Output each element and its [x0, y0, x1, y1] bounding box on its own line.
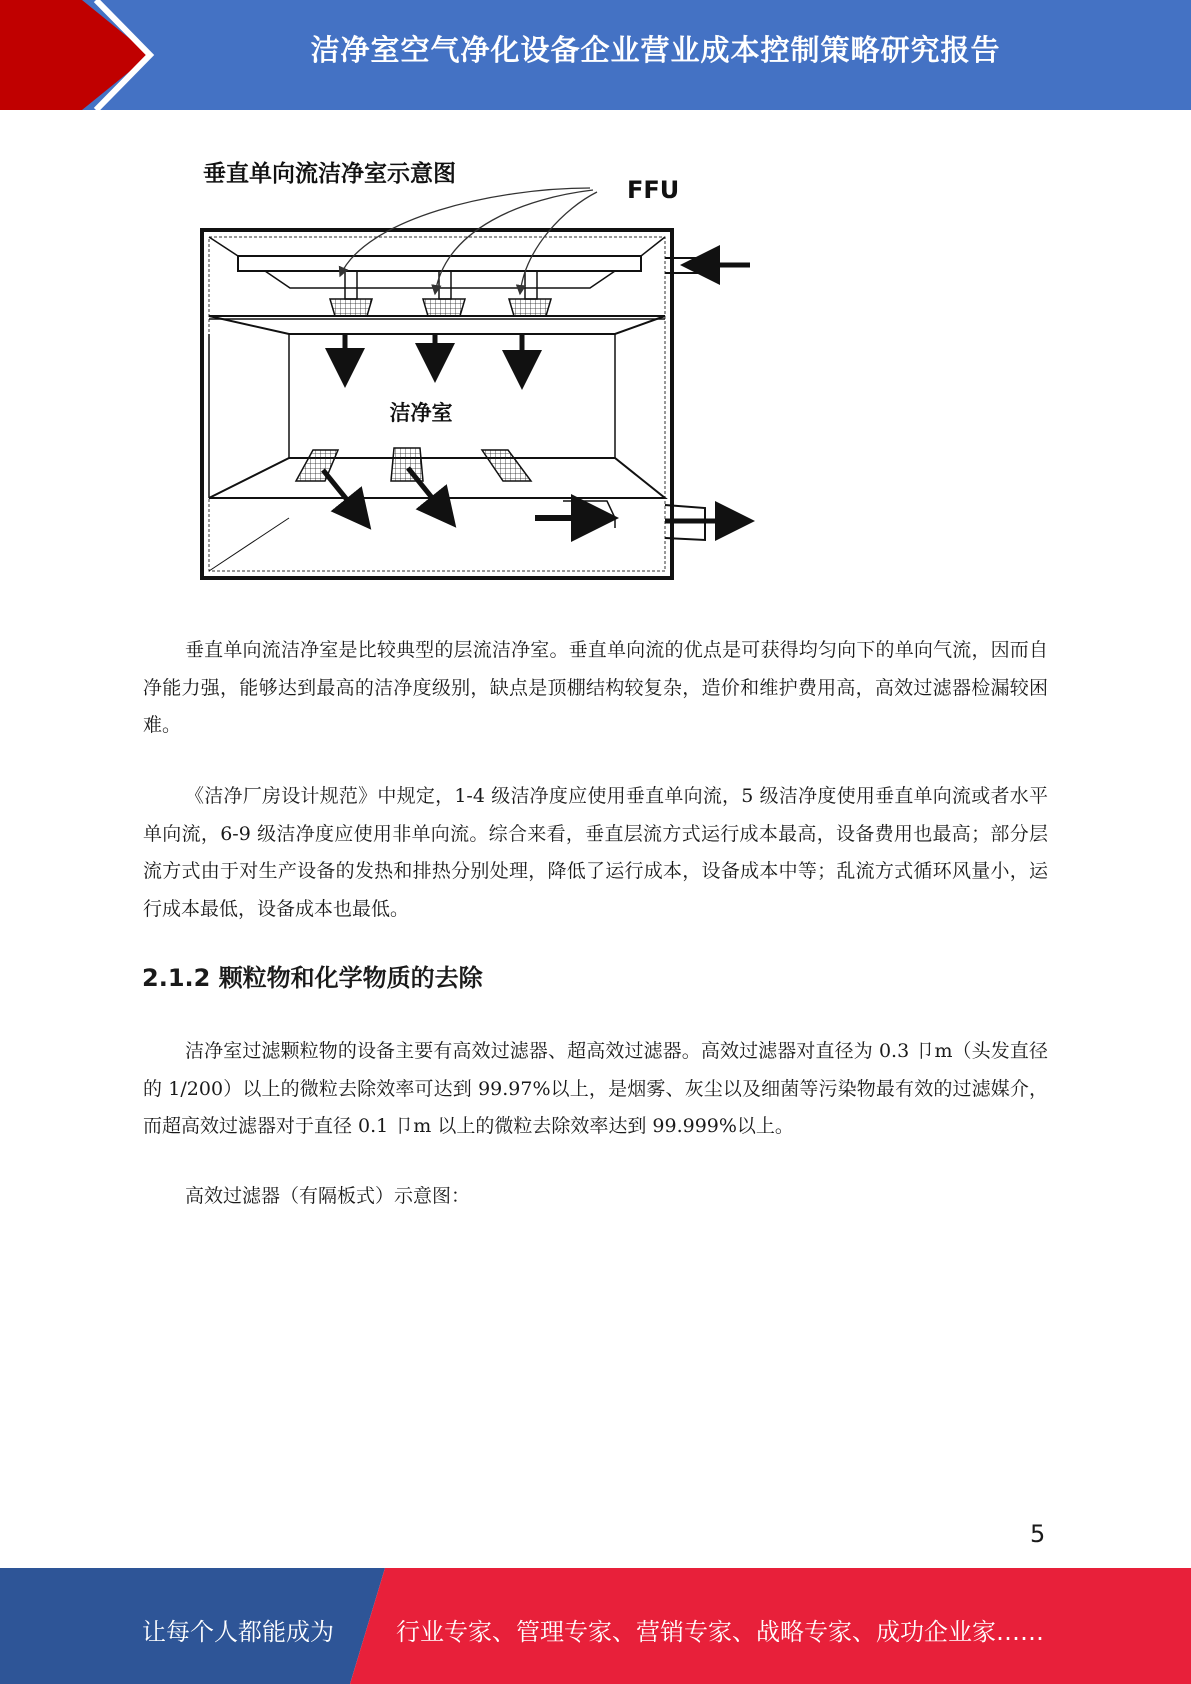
page-header — [0, 0, 1191, 110]
paragraph-vertical-flow: 垂直单向流洁净室是比较典型的层流洁净室。垂直单向流的优点是可获得均匀向下的单向气流，因而自净能力强，能够达到最高的洁净度级别，缺点是顶棚结构较复杂，造价和维护费用高，高效过滤器检漏较困难。 — [143, 639, 1048, 736]
footer-slogan-right: 行业专家、管理专家、营销专家、战略专家、成功企业家…… — [396, 1618, 1044, 1646]
diagram-title: 垂直单向流洁净室示意图 — [203, 161, 456, 187]
cleanroom-diagram — [195, 148, 805, 588]
room-label: 洁净室 — [389, 401, 453, 425]
airflow-down-arrows — [345, 334, 522, 380]
figure-caption: 高效过滤器（有隔板式）示意图： — [185, 1185, 471, 1207]
footer-slogan-left: 让每个人都能成为 — [142, 1618, 334, 1646]
ffu-label: FFU — [627, 176, 680, 204]
paragraph-particle-removal: 洁净室过滤颗粒物的设备主要有高效过滤器、超高效过滤器。高效过滤器对直径为 0.3 卩m（头发直径的 1/200）以上的微粒去除效率可达到 99.97%以上，是烟雾、灰尘以及细菌等污染物最有效的过滤媒介，而超高效过滤器对于直径 0.1 卩m 以上的微粒去除效率达到 99.999%以上。 — [143, 1040, 1048, 1137]
ffu-units — [330, 271, 551, 316]
header-title: 洁净室空气净化设备企业营业成本控制策略研究报告 — [310, 33, 1001, 67]
section-heading: 2.1.2 颗粒物和化学物质的去除 — [142, 964, 483, 992]
paragraph-design-code: 《洁净厂房设计规范》中规定，1-4 级洁净度应使用垂直单向流，5 级洁净度使用垂直单向流或者水平单向流，6-9 级洁净度应使用非单向流。综合来看，垂直层流方式运行成本最高，设备费用也最高；部分层流方式由于对生产设备的发热和排热分别处理，降低了运行成本，设备成本中等；乱流方式循环风量小，运行成本最低，设备成本也最低。 — [143, 785, 1048, 920]
page-number: 5 — [1030, 1520, 1046, 1548]
page-footer — [0, 1568, 1191, 1684]
